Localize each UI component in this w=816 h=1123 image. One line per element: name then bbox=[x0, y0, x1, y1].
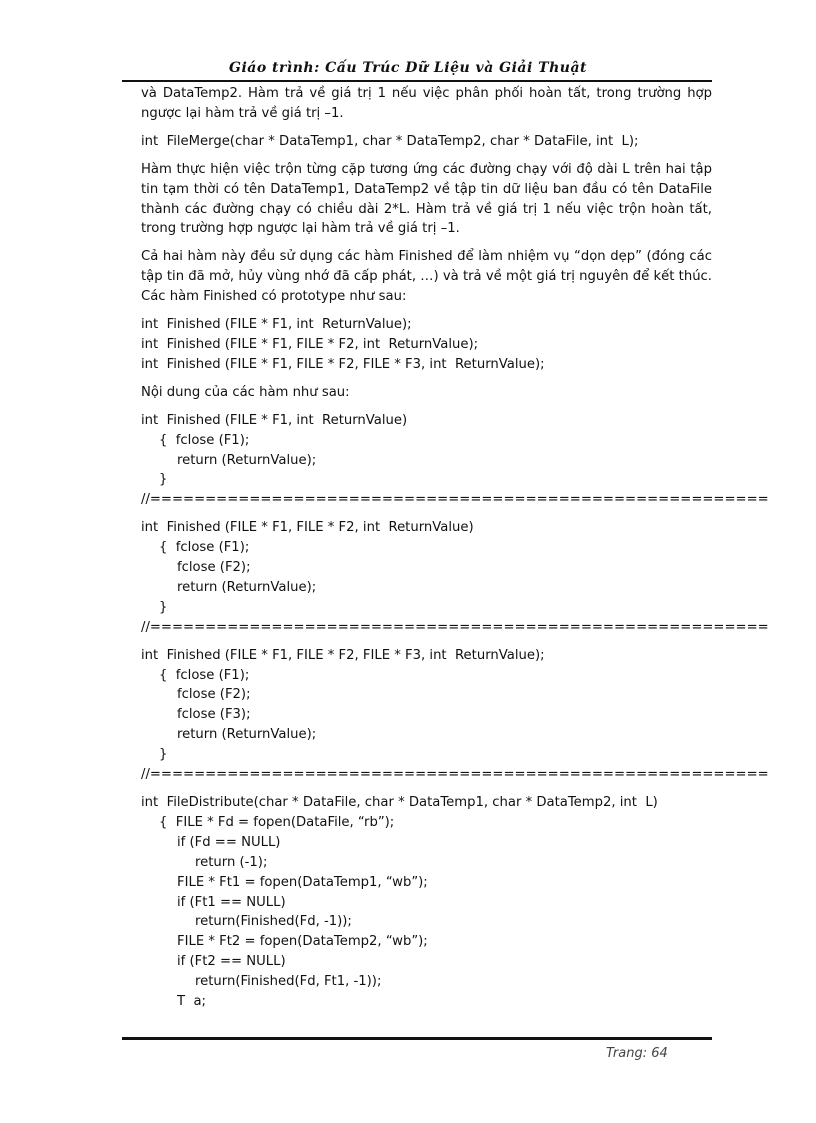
code-line: return (ReturnValue); bbox=[177, 579, 317, 595]
code-line: } bbox=[159, 472, 168, 488]
paragraph: Hàm thực hiện việc trộn từng cặp tương ứng các đường chạy với độ dài L trên hai tập tin tạm thời có tên DataTemp1, DataTemp2 về tập tin dữ liệu ban đầu có tên DataFile thành các đường chạy có chiều dài 2*L. Hàm trả về giá trị 1 nếu việc trộn hoàn tất, trong trường hợp ngược lại hàm trả về giá trị –1. bbox=[141, 161, 712, 237]
code-line: } bbox=[159, 747, 168, 763]
code-line: return (ReturnValue); bbox=[177, 452, 317, 468]
code-separator: //======================================================== bbox=[141, 767, 769, 783]
code-line: return(Finished(Fd, -1)); bbox=[195, 914, 352, 930]
code-line: int FileDistribute(char * DataFile, char * DataTemp1, char * DataTemp2, int L) bbox=[141, 795, 658, 810]
code-line: if (Fd == NULL) bbox=[177, 834, 281, 850]
code-line: return (-1); bbox=[195, 854, 268, 870]
header-rule bbox=[122, 80, 712, 82]
paragraph: và DataTemp2. Hàm trả về giá trị 1 nếu việc phân phối hoàn tất, trong trường hợp ngược lại hàm trả về giá trị –1. bbox=[141, 86, 712, 121]
code-line: fclose (F2); bbox=[177, 560, 251, 576]
page-header-title: Giáo trình: Cấu Trúc Dữ Liệu và Giải Thuật bbox=[229, 60, 587, 76]
paragraph: Nội dung của các hàm như sau: bbox=[141, 384, 350, 400]
code-line: FILE * Ft2 = fopen(DataTemp2, “wb”); bbox=[177, 934, 428, 950]
footer-rule bbox=[122, 1037, 712, 1040]
code-line: { fclose (F1); bbox=[159, 432, 250, 448]
code-line: int Finished (FILE * F1, FILE * F2, int ReturnValue) bbox=[141, 520, 474, 536]
paragraph: Cả hai hàm này đều sử dụng các hàm Finished để làm nhiệm vụ “dọn dẹp” (đóng các tập tin đã mở, hủy vùng nhớ đã cấp phát, …) và trả về một giá trị nguyên để kết thúc. Các hàm Finished có prototype như sau: bbox=[141, 249, 712, 305]
code-line: FILE * Ft1 = fopen(DataTemp1, “wb”); bbox=[177, 874, 428, 890]
page-number: Trang: 64 bbox=[606, 1046, 668, 1061]
code-line: } bbox=[159, 599, 168, 615]
prototype-line: int Finished (FILE * F1, FILE * F2, FILE * F3, int ReturnValue); bbox=[141, 356, 545, 372]
prototype-line: int Finished (FILE * F1, FILE * F2, int ReturnValue); bbox=[141, 336, 479, 352]
code-line: fclose (F2); bbox=[177, 687, 251, 703]
code-separator: //======================================================== bbox=[141, 492, 769, 508]
code-line: { FILE * Fd = fopen(DataFile, “rb”); bbox=[159, 814, 395, 830]
code-line: if (Ft2 == NULL) bbox=[177, 954, 286, 970]
code-separator: //======================================================== bbox=[141, 619, 769, 635]
code-line: return(Finished(Fd, Ft1, -1)); bbox=[195, 974, 382, 990]
page-content bbox=[141, 84, 769, 1012]
code-line: { fclose (F1); bbox=[159, 540, 250, 556]
code-line: if (Ft1 == NULL) bbox=[177, 894, 286, 910]
code-line: T a; bbox=[177, 994, 206, 1010]
code-line: return (ReturnValue); bbox=[177, 727, 317, 743]
code-line: fclose (F3); bbox=[177, 707, 251, 723]
code-line: int Finished (FILE * F1, int ReturnValue) bbox=[141, 412, 408, 428]
code-line: { fclose (F1); bbox=[159, 667, 250, 683]
code-line: int Finished (FILE * F1, FILE * F2, FILE * F3, int ReturnValue); bbox=[141, 647, 545, 663]
prototype-line: int Finished (FILE * F1, int ReturnValue); bbox=[141, 317, 412, 333]
code-line-filemerge-signature: int FileMerge(char * DataTemp1, char * DataTemp2, char * DataFile, int L); bbox=[141, 133, 639, 149]
